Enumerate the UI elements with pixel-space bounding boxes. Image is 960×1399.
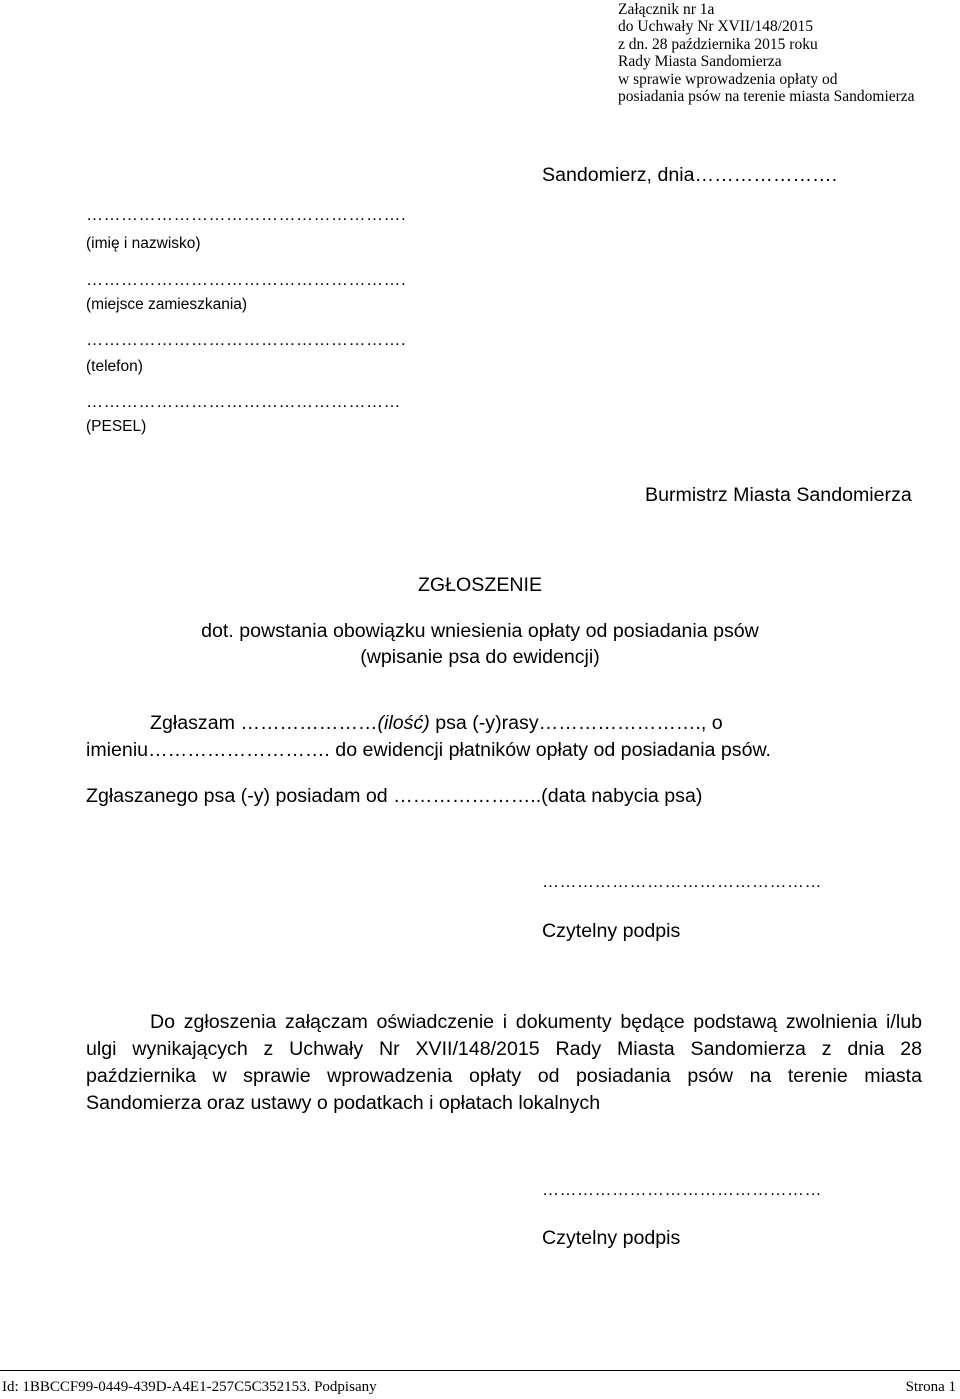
signature-dots: …………………………………………	[542, 1180, 822, 1199]
pesel-dots: ………………………………………………	[86, 392, 401, 411]
footer-rule	[0, 1370, 960, 1371]
annex-line: w sprawie wprowadzenia opłaty od	[618, 70, 838, 88]
name-dots: ……………………………………………….	[86, 205, 407, 224]
signature-dots: …………………………………………	[542, 872, 822, 891]
address-label: (miejsce zamieszkania)	[86, 296, 248, 313]
annex-line: posiadania psów na terenie miasta Sandomierza	[618, 88, 915, 106]
address-dots: ……………………………………………….	[86, 270, 407, 289]
name-label: (imię i nazwisko)	[86, 235, 201, 252]
recipient: Burmistrz Miasta Sandomierza	[645, 484, 912, 506]
form-subtitle-note: (wpisanie psa do ewidencji)	[360, 646, 600, 668]
attachment-paragraph	[86, 1009, 922, 1117]
quantity-hint: (ilość)	[377, 712, 430, 734]
signature-label: Czytelny podpis	[542, 920, 681, 942]
annex-line: Załącznik nr 1a	[618, 1, 715, 18]
pesel-label: (PESEL)	[86, 418, 147, 435]
phone-dots: ……………………………………………….	[86, 330, 407, 349]
form-subtitle: dot. powstania obowiązku wniesienia opłaty od posiadania psów	[201, 620, 759, 642]
date-line: Sandomierz, dnia………………….	[542, 164, 838, 186]
annex-line: Rady Miasta Sandomierza	[618, 53, 782, 71]
signature-label: Czytelny podpis	[542, 1227, 681, 1249]
annex-line: z dn. 28 października 2015 roku	[618, 35, 818, 53]
page-number: Strona 1	[905, 1379, 956, 1395]
declaration-text: psa (-y)rasy……………………., o	[429, 712, 723, 734]
attachment-text: Do zgłoszenia załączam oświadczenie i dokumenty będące podstawą zwolnienia i/lub ulgi wynikających z Uchwały Nr XVII/148/2015 Rady Miasta Sandomierza z dnia 28 października w sprawie wprowadzenia opłaty od posiadania psów na terenie miasta Sandomierza oraz ustawy o podatkach i opłatach lokalnych	[86, 1011, 922, 1114]
phone-label: (telefon)	[86, 358, 143, 375]
declaration-text: Zgłaszam …………………	[150, 712, 378, 734]
declaration-line-2: imieniu………………………. do ewidencji płatników opłaty od posiadania psów.	[86, 739, 772, 761]
document-id: Id: 1BBCCF99-0449-439D-A4E1-257C5C352153. Podpisany	[2, 1379, 377, 1395]
form-title: ZGŁOSZENIE	[417, 574, 543, 596]
annex-line: do Uchwały Nr XVII/148/2015	[618, 18, 814, 36]
declaration-line-1	[150, 712, 723, 735]
annex-header	[618, 1, 915, 105]
declaration-acquisition: Zgłaszanego psa (-y) posiadam od …………………..(data nabycia psa)	[86, 785, 703, 807]
